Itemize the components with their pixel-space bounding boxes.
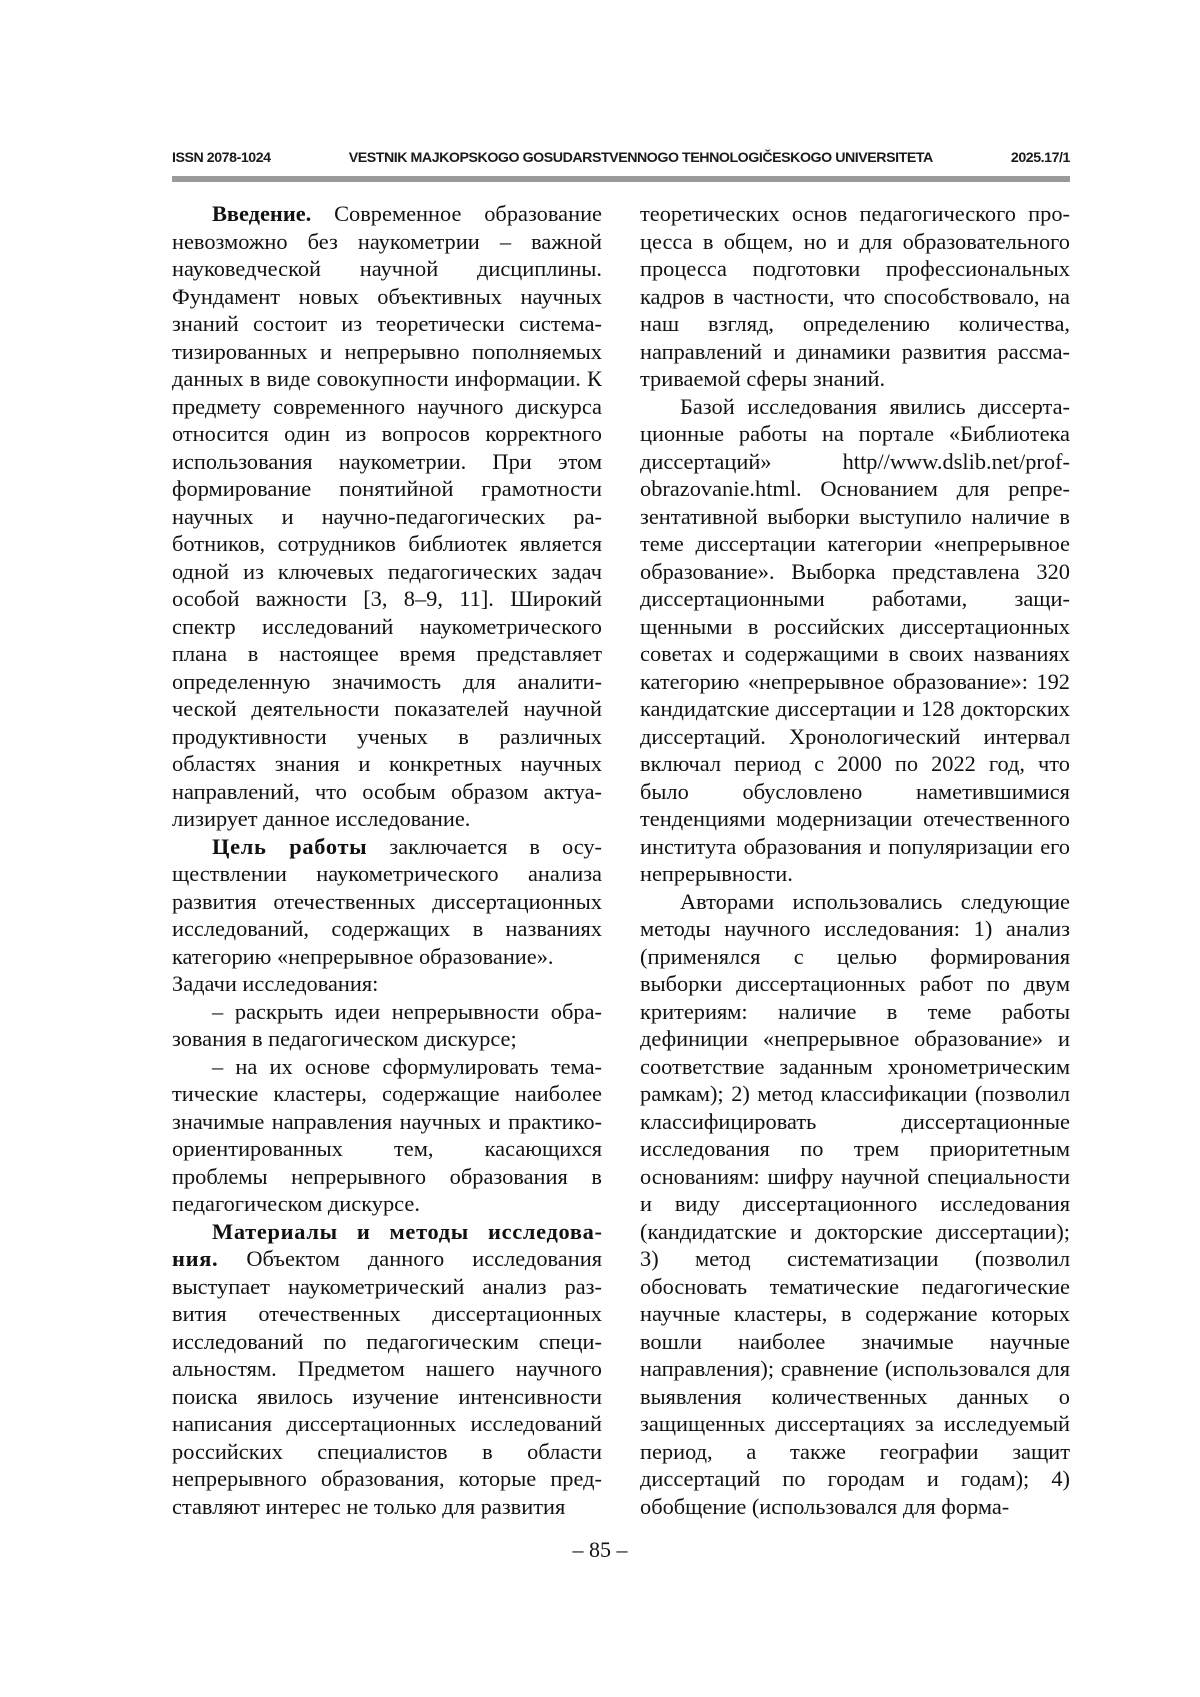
methods-heading: Материалы и методы исследования. [172,1218,602,1271]
page-number: – 85 – [572,1537,628,1562]
methods-used-paragraph: Авторами использовались следующие методы научного исследования: 1) анализ (применялся с целью формирования выборки диссертационных работ по двум критериям: наличие в теме работы дефиниции «непрерывное образование» и соответствие заданным хронометрическим рамкам); 2) метод классификации (позволил классифицировать диссертационные исследования по трем приоритетным основаниям: шифру научной специальности и виду диссертационного исследования (кандидатские и докторские диссертации); 3) метод систематизации (позволил обосновать тематические педагогические научные кластеры, в содержание которых вошли наиболее значимые научные направления); сравнение (использовался для выявления количественных данных о защищенных диссертациях за исследуемый период, а также географии защит диссертаций по городам и годам); 4) обобщение (использовался для форма- [640,888,1070,1519]
goal-heading: Цель работы [212,833,368,859]
running-header [172,150,1070,166]
task-item-1: – раскрыть идеи непрерывности образования в педагогическом дискурсе; [172,998,602,1051]
intro-heading: Введение. [212,201,312,226]
task-item-2: – на их основе сформулировать тематические кластеры, содержащие наиболее значимые направления научных и практико-ориентированных тем, касающихся проблемы непрерывного образования в педагогическом дискурсе. [172,1053,602,1216]
header-issue: 2025.17/1 [1010,150,1070,166]
intro-text: Современное образование невозможно без наукометрии – важной науковедческой научной дисциплины. Фундамент новых объективных научных знаний состоит из теоретически систематизированных и непрерывно пополняемых данных в виде совокупности информации. К предмету современного научного дискурса относится один из вопросов корректного использования наукометрии. При этом формирование понятийной грамотности научных и научно-педагогических работников, сотрудников библиотек является одной из ключевых педагогических задач особой важности [3, 8–9, 11]. Широкий спектр исследований наукометрического плана в настоящее время представляет определенную значимость для аналитической деятельности показателей научной продуктивности ученых в различных областях знания и конкретных научных направлений, что особым образом актуализирует данное исследование. [172,201,602,831]
left-column [172,200,602,1520]
continuation-paragraph: теоретических основ педагогического процесса в общем, но и для образовательного процесса подготовки профессиональных кадров в частности, что способствовало, на наш взгляд, определению количества, направлений и динамики развития рассматриваемой сферы знаний. [640,201,1070,391]
intro-paragraph [172,200,602,833]
goal-text: заключается в осуществлении наукометрического анализа развития отечественных диссертационных исследований, содержащих в названиях категорию «непрерывное образование». [172,833,602,969]
tasks-label: Задачи исследования: [172,971,379,996]
header-journal-title: VESTNIK MAJKOPSKOGO GOSUDARSTVENNOGO TEHNOLOGIČESKOGO UNIVERSITETA [348,150,933,166]
research-base-paragraph: Базой исследования явились диссертационные работы на портале «Библиотека диссертаций» http//www.dslib.net/profobrazovanie.html. Основанием для репрезентативной выборки выступило наличие в теме диссертации категории «непрерывное образование». Выборка представлена 320 диссертационными работами, защищенными в российских диссертационных советах и содержащими в своих названиях категорию «непрерывное образование»: 192 кандидатские диссертации и 128 докторских диссертаций. Хронологический интервал включал период с 2000 по 2022 год, что было обусловлено наметившимися тенденциями модернизации отечественного института образования и популяризации его непрерывности. [640,393,1070,886]
methods-paragraph [172,1218,602,1521]
methods-text: Объектом данного исследования выступает наукометрический анализ развития отечественных диссертационных исследований по педагогическим специальностям. Предметом нашего научного поиска явилось изучение интенсивности написания диссертационных исследований российских специалистов в области непрерывного образования, которые представляют интерес не только для развития [172,1246,602,1519]
right-column [640,200,1070,1520]
header-rule [172,176,1070,182]
header-issn: ISSN 2078-1024 [172,150,271,166]
goal-paragraph [172,833,602,971]
